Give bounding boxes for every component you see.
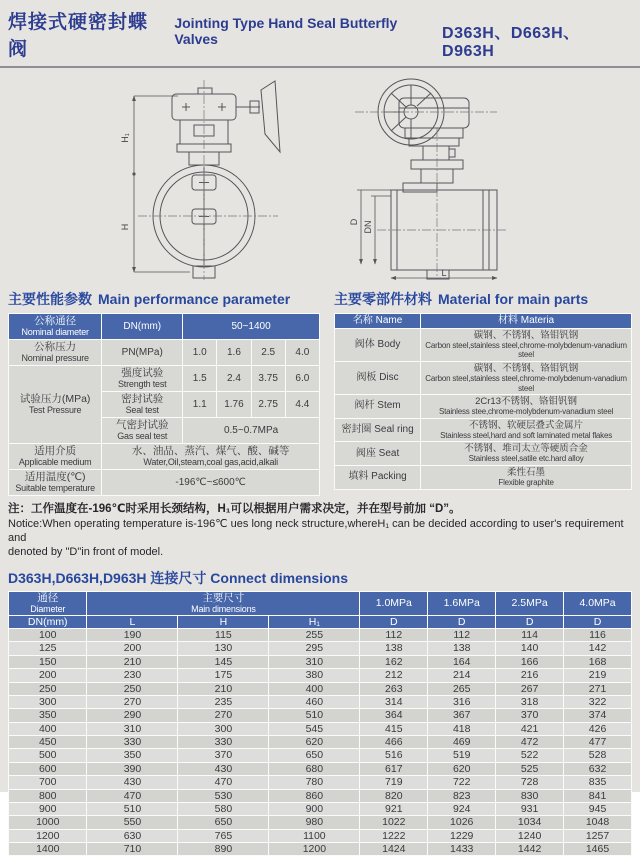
dimension-cell: 500 [9, 749, 87, 762]
dimension-cell: 525 [496, 762, 564, 775]
dimension-cell: 519 [428, 749, 496, 762]
page-header [0, 0, 640, 68]
hdr-pressure: 2.5MPa [496, 591, 564, 615]
medium-value: 水、油品、蒸汽、煤气、酸、碱等 Water,Oil,steam,coal gas,acid,alkali [102, 443, 320, 469]
dimension-cell: 300 [9, 695, 87, 708]
strength-test-label: 强度试验 Strength test [102, 365, 183, 391]
dimension-cell: 210 [178, 682, 269, 695]
dimension-cell: 1424 [360, 843, 428, 856]
dimension-cell: 580 [178, 802, 269, 815]
dimension-row [9, 682, 632, 695]
dimension-cell: 374 [564, 709, 632, 722]
dimension-cell: 550 [87, 816, 178, 829]
dimension-cell: 230 [87, 669, 178, 682]
strength-value: 6.0 [285, 365, 319, 391]
dimension-cell: 210 [87, 655, 178, 668]
row-nominal-pressure-label: 公称压力 Nominal pressure [9, 339, 102, 365]
part-name: 填料 Packing [335, 465, 421, 489]
dimension-cell: 430 [178, 762, 269, 775]
notice-text [0, 496, 640, 562]
dimension-cell: 710 [87, 843, 178, 856]
dimension-cell: 890 [178, 843, 269, 856]
materials-block [334, 286, 632, 496]
dimension-cell: 300 [178, 722, 269, 735]
dimension-cell: 823 [428, 789, 496, 802]
pn-param: PN(MPa) [102, 339, 183, 365]
dimension-cell: 830 [496, 789, 564, 802]
seal-value: 4.4 [285, 391, 319, 417]
dimension-cell: 364 [360, 709, 428, 722]
performance-title: 主要性能参数 Main performance parameter [8, 291, 291, 307]
dimension-cell: 164 [428, 655, 496, 668]
dimension-cell: 1048 [564, 816, 632, 829]
row-medium-label: 适用介质 Applicable medium [9, 443, 102, 469]
dimension-cell: 728 [496, 776, 564, 789]
dimension-row [9, 749, 632, 762]
dimension-cell: 250 [87, 682, 178, 695]
dimension-row [9, 695, 632, 708]
dim-label-h: H [120, 223, 130, 231]
dimension-row [9, 802, 632, 815]
dimension-cell: 370 [496, 709, 564, 722]
hdr-part-name: 名称 Name [335, 314, 421, 329]
strength-value: 1.5 [183, 365, 217, 391]
dimension-cell: 200 [9, 669, 87, 682]
dimension-cell: 719 [360, 776, 428, 789]
hdr-material: 材料 Materia [421, 314, 632, 329]
dimension-cell: 415 [360, 722, 428, 735]
dimension-cell: 330 [178, 736, 269, 749]
dimension-cell: 350 [9, 709, 87, 722]
dimension-cell: 138 [428, 642, 496, 655]
dimension-row [9, 709, 632, 722]
dimension-cell: 900 [269, 802, 360, 815]
performance-table [8, 313, 320, 496]
dimension-cell: 322 [564, 695, 632, 708]
dimension-cell: 630 [87, 829, 178, 842]
dimension-cell: 370 [178, 749, 269, 762]
dimension-cell: 400 [269, 682, 360, 695]
pn-value: 1.0 [183, 339, 217, 365]
pn-value: 4.0 [285, 339, 319, 365]
dimension-cell: 1465 [564, 843, 632, 856]
dimension-cell: 112 [360, 629, 428, 642]
dimension-cell: 860 [269, 789, 360, 802]
dimension-cell: 125 [9, 642, 87, 655]
dimension-cell: 466 [360, 736, 428, 749]
dimension-cell: 632 [564, 762, 632, 775]
dimension-row [9, 655, 632, 668]
dimension-cell: 168 [564, 655, 632, 668]
dimension-cell: 114 [496, 629, 564, 642]
dimension-cell: 265 [428, 682, 496, 695]
dimension-cell: 112 [428, 629, 496, 642]
dimension-cell: 469 [428, 736, 496, 749]
gas-seal-test-label: 气密封试验 Gas seal test [102, 417, 183, 443]
dimension-cell: 350 [87, 749, 178, 762]
connect-dimensions-block [0, 562, 640, 856]
dimension-cell: 600 [9, 762, 87, 775]
dimension-cell: 200 [87, 642, 178, 655]
hdr-main-dimensions: 主要尺寸 Main dimensions [87, 591, 360, 615]
dimension-cell: 1229 [428, 829, 496, 842]
part-material: 碳钢、不锈钢、铬钼钒钢 Carbon steel,stainless steel,chrome-molybdenum-vanadium steel [421, 328, 632, 361]
dimension-cell: 267 [496, 682, 564, 695]
dimension-cell: 516 [360, 749, 428, 762]
dimension-cell: 472 [496, 736, 564, 749]
dimension-cell: 841 [564, 789, 632, 802]
dimension-cell: 142 [564, 642, 632, 655]
hdr-col-d: D [564, 615, 632, 628]
dimension-cell: 214 [428, 669, 496, 682]
connect-dimensions-title: D363H,D663H,D963H 连接尺寸 Connect dimensions [8, 569, 348, 586]
dimension-cell: 1000 [9, 816, 87, 829]
dimension-cell: 1022 [360, 816, 428, 829]
dimension-cell: 166 [496, 655, 564, 668]
dimension-cell: 250 [9, 682, 87, 695]
dimension-row [9, 642, 632, 655]
dimension-row [9, 736, 632, 749]
dimension-cell: 820 [360, 789, 428, 802]
dimension-cell: 545 [269, 722, 360, 735]
dim-label-dn: DN [363, 220, 373, 234]
dimension-row [9, 669, 632, 682]
dim-label-h1: H₁ [120, 133, 130, 143]
dimension-cell: 318 [496, 695, 564, 708]
hdr-pressure: 4.0MPa [564, 591, 632, 615]
dimension-cell: 921 [360, 802, 428, 815]
dimension-cell: 620 [269, 736, 360, 749]
part-material: 柔性石墨 Flexible graphite [421, 465, 632, 489]
hdr-pressure: 1.0MPa [360, 591, 428, 615]
notice-line-english-1: Notice:When operating temperature is-196℃ ues long neck structure,whereH₁ can be decided according to user's requirement and [8, 517, 624, 545]
dimension-row [9, 843, 632, 856]
gas-seal-value: 0.5~0.7MPa [183, 417, 320, 443]
dimension-cell: 835 [564, 776, 632, 789]
dimension-cell: 980 [269, 816, 360, 829]
dimension-cell: 270 [87, 695, 178, 708]
dimension-cell: 430 [87, 776, 178, 789]
hdr-diameter: 通径 Diameter [9, 591, 87, 615]
part-material: 不锈钢、软硬层叠式金属片 Stainless steel,hard and soft laminated metal flakes [421, 418, 632, 442]
dimension-cell: 765 [178, 829, 269, 842]
row-test-pressure-label: 试验压力(MPa) Test Pressure [9, 365, 102, 443]
strength-value: 2.4 [217, 365, 251, 391]
dimension-cell: 330 [87, 736, 178, 749]
dimension-cell: 700 [9, 776, 87, 789]
dimension-cell: 522 [496, 749, 564, 762]
dimension-cell: 115 [178, 629, 269, 642]
hdr-nominal-diameter: 公称通径 Nominal diameter [9, 314, 102, 340]
material-row [335, 418, 632, 442]
dimension-row [9, 789, 632, 802]
strength-value: 3.75 [251, 365, 285, 391]
seal-value: 1.76 [217, 391, 251, 417]
dimension-cell: 216 [496, 669, 564, 682]
dimension-cell: 100 [9, 629, 87, 642]
dimension-cell: 528 [564, 749, 632, 762]
dimension-cell: 510 [87, 802, 178, 815]
dimension-cell: 367 [428, 709, 496, 722]
hdr-dn-mm: DN(mm) [9, 615, 87, 628]
dimension-cell: 530 [178, 789, 269, 802]
page-title-chinese: 焊接式硬密封蝶阀 [8, 12, 149, 60]
material-row [335, 394, 632, 418]
material-row [335, 442, 632, 466]
dimension-cell: 450 [9, 736, 87, 749]
dimension-cell: 138 [360, 642, 428, 655]
dimension-cell: 390 [87, 762, 178, 775]
dimension-cell: 418 [428, 722, 496, 735]
dimension-cell: 130 [178, 642, 269, 655]
dimension-cell: 145 [178, 655, 269, 668]
dim-label-d: D [349, 218, 359, 226]
dimension-cell: 271 [564, 682, 632, 695]
valve-side-view-drawing [347, 72, 542, 282]
part-name: 阀板 Disc [335, 361, 421, 394]
part-name: 阀座 Seat [335, 442, 421, 466]
part-material: 碳钢、不锈钢、铬钼钒钢 Carbon steel,stainless steel,chrome-molybdenum-vanadium steel [421, 361, 632, 394]
dimension-cell: 510 [269, 709, 360, 722]
dimension-cell: 175 [178, 669, 269, 682]
dimension-cell: 800 [9, 789, 87, 802]
valve-front-view-drawing [98, 72, 313, 282]
dimension-cell: 650 [178, 816, 269, 829]
pn-value: 2.5 [251, 339, 285, 365]
dimension-cell: 620 [428, 762, 496, 775]
materials-title: 主要零部件材料 Material for main parts [334, 291, 589, 307]
pn-value: 1.6 [217, 339, 251, 365]
seal-test-label: 密封试验 Seal test [102, 391, 183, 417]
dimension-cell: 314 [360, 695, 428, 708]
part-material: 2Cr13不锈钢、铬钼钒钢 Stainless stee,chrome-molybdenum-vanadium steel [421, 394, 632, 418]
materials-table [334, 313, 632, 490]
dimension-cell: 900 [9, 802, 87, 815]
material-row [335, 465, 632, 489]
dimension-cell: 1222 [360, 829, 428, 842]
part-material: 不锈钢、堆司太立等硬质合金 Stainless steel,satile etc.hard alloy [421, 442, 632, 466]
dimension-cell: 212 [360, 669, 428, 682]
dimension-cell: 460 [269, 695, 360, 708]
hdr-col-h1: H₁ [269, 615, 360, 628]
hdr-col-h: H [178, 615, 269, 628]
hdr-col-d: D [496, 615, 564, 628]
dimension-cell: 255 [269, 629, 360, 642]
dimension-cell: 235 [178, 695, 269, 708]
hdr-col-l: L [87, 615, 178, 628]
material-row [335, 328, 632, 361]
dim-label-l: L [441, 268, 447, 278]
hdr-dn-range: 50~1400 [183, 314, 320, 340]
dimension-row [9, 629, 632, 642]
dimension-cell: 150 [9, 655, 87, 668]
part-name: 阀体 Body [335, 328, 421, 361]
temperature-value: -196℃~≤600℃ [102, 469, 320, 495]
dimension-cell: 1257 [564, 829, 632, 842]
dimension-cell: 1400 [9, 843, 87, 856]
dimension-cell: 1433 [428, 843, 496, 856]
dimension-cell: 931 [496, 802, 564, 815]
technical-drawings [0, 68, 640, 284]
part-name: 阀杆 Stem [335, 394, 421, 418]
dimension-cell: 116 [564, 629, 632, 642]
dimension-row [9, 722, 632, 735]
dimension-row [9, 776, 632, 789]
dimension-cell: 316 [428, 695, 496, 708]
dimension-cell: 295 [269, 642, 360, 655]
dimension-cell: 1240 [496, 829, 564, 842]
connect-dimensions-table [8, 591, 632, 856]
dimension-cell: 1200 [9, 829, 87, 842]
seal-value: 2.75 [251, 391, 285, 417]
model-numbers: D363H、D663H、D963H [442, 25, 580, 60]
dimension-cell: 650 [269, 749, 360, 762]
row-temperature-label: 适用温度(℃) Suitable temperature [9, 469, 102, 495]
dimension-row [9, 762, 632, 775]
dimension-cell: 400 [9, 722, 87, 735]
dimension-cell: 162 [360, 655, 428, 668]
dimension-cell: 1034 [496, 816, 564, 829]
dimension-cell: 945 [564, 802, 632, 815]
hdr-col-d: D [360, 615, 428, 628]
performance-block [8, 286, 320, 496]
dimension-cell: 1100 [269, 829, 360, 842]
dimension-cell: 270 [178, 709, 269, 722]
dimension-cell: 190 [87, 629, 178, 642]
dimension-cell: 470 [178, 776, 269, 789]
dimension-cell: 477 [564, 736, 632, 749]
hdr-col-d: D [428, 615, 496, 628]
dimension-row [9, 816, 632, 829]
dimension-cell: 140 [496, 642, 564, 655]
dimension-cell: 722 [428, 776, 496, 789]
dimension-cell: 310 [87, 722, 178, 735]
spec-section [0, 284, 640, 496]
dimension-cell: 470 [87, 789, 178, 802]
dimension-cell: 290 [87, 709, 178, 722]
hdr-dn: DN(mm) [102, 314, 183, 340]
dimension-cell: 780 [269, 776, 360, 789]
notice-line-chinese: 注：工作温度在-196℃时采用长颈结构，H₁可以根据用户需求决定，并在型号前加 “D”。 [8, 502, 461, 515]
page-title-english: Jointing Type Hand Seal Butterfly Valves [174, 15, 398, 47]
dimension-cell: 1200 [269, 843, 360, 856]
page-title [8, 7, 442, 61]
material-row [335, 361, 632, 394]
hdr-pressure: 1.6MPa [428, 591, 496, 615]
dimension-cell: 617 [360, 762, 428, 775]
dimension-cell: 924 [428, 802, 496, 815]
dimension-cell: 1026 [428, 816, 496, 829]
part-name: 密封圈 Seal ring [335, 418, 421, 442]
notice-line-english-2: denoted by "D"in front of model. [8, 546, 164, 559]
dimension-cell: 380 [269, 669, 360, 682]
dimension-cell: 263 [360, 682, 428, 695]
dimension-cell: 421 [496, 722, 564, 735]
dimension-cell: 680 [269, 762, 360, 775]
dimension-cell: 426 [564, 722, 632, 735]
dimension-cell: 219 [564, 669, 632, 682]
seal-value: 1.1 [183, 391, 217, 417]
dimension-row [9, 829, 632, 842]
dimension-cell: 310 [269, 655, 360, 668]
dimension-cell: 1442 [496, 843, 564, 856]
